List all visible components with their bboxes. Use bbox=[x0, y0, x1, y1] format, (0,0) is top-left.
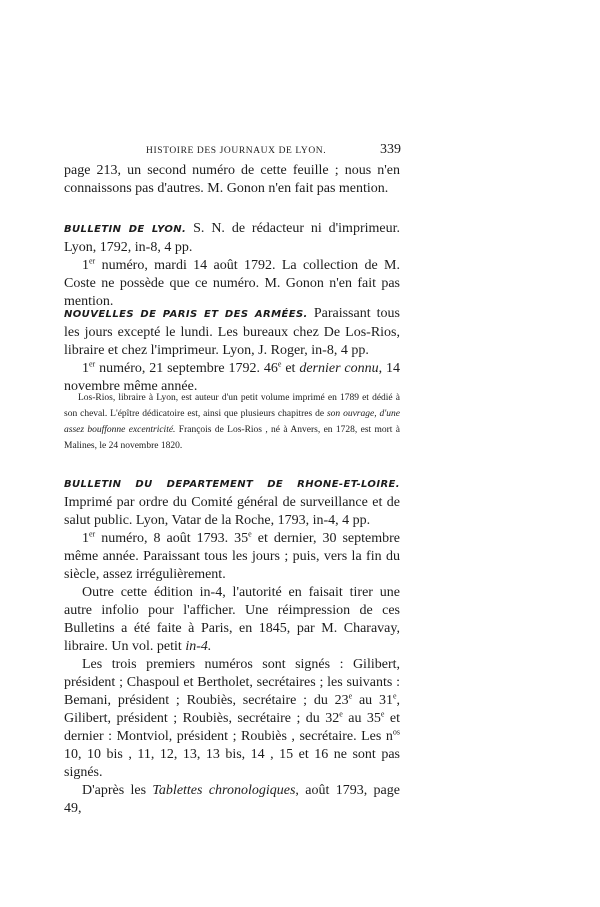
italic-text: Tablettes chronologiques bbox=[152, 783, 296, 798]
entry-intro bbox=[64, 220, 400, 257]
entry-heading: NOUVELLES DE PARIS ET DES ARMÉES. bbox=[64, 309, 308, 320]
footnote-paragraph bbox=[64, 390, 400, 454]
entry-paragraph bbox=[64, 257, 400, 311]
ordinal-suffix: e bbox=[380, 709, 385, 719]
paragraph-text: au 35 bbox=[342, 711, 381, 726]
paragraph-text: et dernier, 30 septembre même année. Paraissant tous les jours ; puis, vers la fin du siècle, assez irrégulièrement. bbox=[64, 531, 401, 582]
ordinal-suffix: os bbox=[392, 727, 400, 737]
footnote-italic: son ouvrage, d'une assez bouffonne excentricité. bbox=[64, 409, 400, 435]
paragraph-text: , août 1793, page 49, bbox=[64, 783, 400, 816]
paragraph-text: numéro, 8 août 1793. 35 bbox=[95, 531, 249, 546]
entry-intro-text: Paraissant tous les jours excepté le lundi. Les bureaux chez De Los-Rios, libraire et chez l'imprimeur. Lyon, J. Roger, in-8, 4 pp. bbox=[64, 306, 400, 358]
ordinal-number: 1 bbox=[82, 258, 89, 273]
paragraph-text: et bbox=[281, 361, 300, 376]
entry-intro bbox=[64, 475, 400, 530]
continuation-block bbox=[64, 162, 400, 198]
page-number: 339 bbox=[380, 142, 401, 157]
entry-intro bbox=[64, 305, 400, 360]
running-head: HISTOIRE DES JOURNAUX DE LYON. bbox=[146, 146, 327, 156]
paragraph-text: Les trois premiers numéros sont signés : Gilibert, président ; Chaspoul et Bertholet, secrétaires ; les suivants : Bemani, président ; Roubiès, secrétaire ; du 23 bbox=[64, 657, 400, 708]
paragraph-text: D'après les bbox=[82, 783, 153, 798]
paragraph-text: numéro, mardi 14 août 1792. La collection de M. Coste ne possède que ce numéro. M. Gonon n'en fait pas mention. bbox=[64, 258, 400, 309]
footnote-text: Los-Rios, libraire à Lyon, est auteur d'un petit volume imprimé en 1789 et dédié à son cheval. L'épître dédicatoire est, ainsi que plusieurs chapitres de bbox=[64, 393, 400, 419]
entry-paragraph bbox=[64, 530, 400, 584]
ordinal-number: 1 bbox=[82, 361, 89, 376]
paragraph-text: 10, 10 bis , 11, 12, 13, 13 bis, 14 , 15 et 16 ne sont pas signés. bbox=[64, 747, 400, 780]
ordinal-suffix: er bbox=[89, 529, 96, 539]
ordinal-suffix: er bbox=[89, 256, 96, 266]
italic-text: dernier connu bbox=[299, 361, 379, 376]
continuation-paragraph: page 213, un second numéro de cette feuille ; nous n'en connaissons pas d'autres. M. Gonon n'en fait pas mention. bbox=[64, 163, 400, 196]
entry-intro-text: Imprimé par ordre du Comité général de surveillance et de salut public. Lyon, Vatar de la Roche, 1793, in-4, 4 pp. bbox=[64, 495, 400, 528]
ordinal-suffix: e bbox=[248, 529, 252, 539]
ordinal-number: 1 bbox=[82, 531, 89, 546]
paragraph-text: et dernier : Montviol, président ; Roubiès , secrétaire. Les n bbox=[64, 711, 400, 744]
ordinal-suffix: e bbox=[348, 691, 353, 701]
ordinal-suffix: e bbox=[339, 709, 343, 719]
paragraph-text: , Gilibert, président ; Roubiès, secrétaire ; du 32 bbox=[64, 693, 401, 726]
paragraph-text: , 14 novembre même année. bbox=[64, 361, 400, 394]
entry-paragraph bbox=[64, 584, 400, 656]
entry-bulletin-du-departement bbox=[64, 475, 400, 818]
entry-heading: BULLETIN DE LYON. bbox=[64, 224, 187, 235]
entry-bulletin-de-lyon bbox=[64, 220, 400, 311]
entry-paragraph bbox=[64, 782, 400, 818]
paragraph-text: Outre cette édition in-4, l'autorité en faisait tirer une autre infolio pour l'afficher. Une réimpression de ces Bulletins a été faite à Paris, en 1845, par M. Charavay, libraire. Un vol. petit bbox=[64, 585, 400, 654]
ordinal-suffix: er bbox=[89, 359, 96, 369]
ordinal-suffix: e bbox=[392, 691, 397, 701]
ordinal-suffix: e bbox=[277, 359, 282, 369]
footnote-text: François de Los-Rios , né à Anvers, en 1728, est mort à Malines, le 24 novembre 1820. bbox=[64, 425, 401, 451]
entry-nouvelles-de-paris bbox=[64, 305, 400, 396]
entry-heading: BULLETIN DU DEPARTEMENT DE RHONE-ET-LOIRE. bbox=[64, 479, 400, 490]
paragraph-text: au 31 bbox=[352, 693, 393, 708]
footnote bbox=[64, 390, 400, 454]
entry-intro-text: S. N. de rédacteur ni d'imprimeur. Lyon, 1792, in-8, 4 pp. bbox=[64, 221, 400, 255]
entry-paragraph bbox=[64, 656, 400, 782]
paragraph-text: numéro, 21 septembre 1792. 46 bbox=[95, 361, 278, 376]
italic-text: in-4. bbox=[185, 639, 212, 654]
